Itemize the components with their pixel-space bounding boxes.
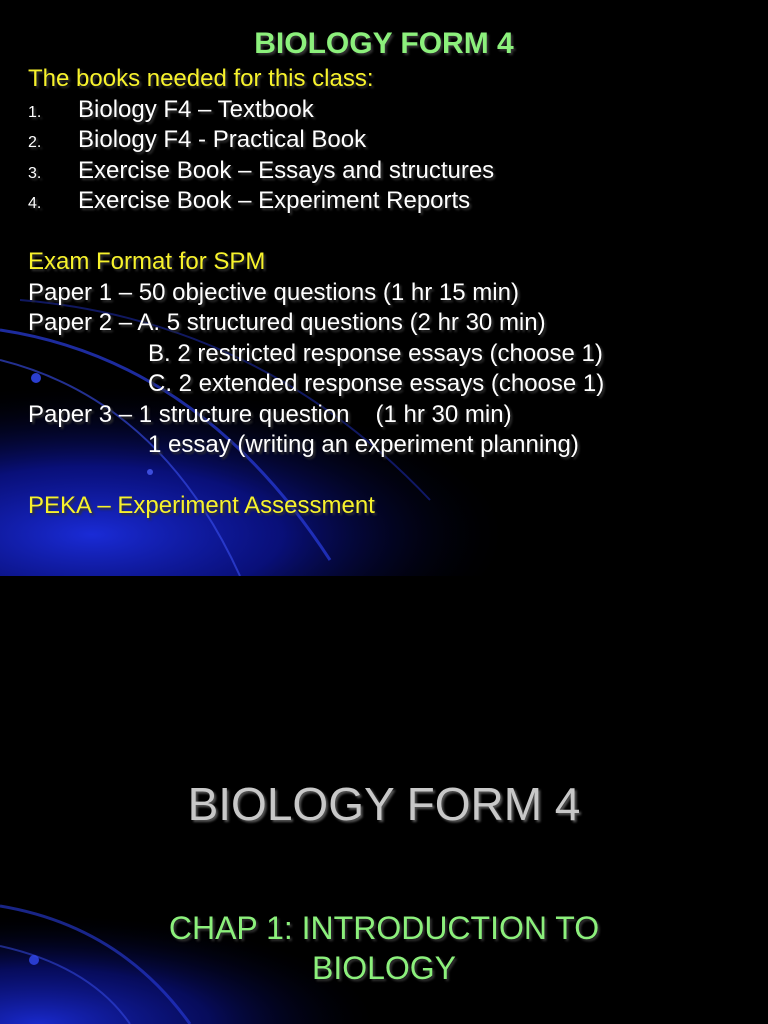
book-item — [28, 156, 758, 187]
slide-2-subtitle — [0, 908, 768, 988]
subtitle-line-1: CHAP 1: INTRODUCTION TO — [168, 910, 600, 946]
peka-line: PEKA – Experiment Assessment — [28, 492, 375, 519]
slide-1-content — [28, 64, 758, 522]
slide-2 — [0, 576, 768, 1024]
slide-2-title: BIOLOGY FORM 4 — [187, 778, 581, 830]
slide-1-title: BIOLOGY FORM 4 — [254, 27, 514, 60]
book-item — [28, 125, 758, 156]
exam-heading: Exam Format for SPM — [28, 248, 266, 275]
paper-2-line-a: Paper 2 – A. 5 structured questions (2 hr 30 min) — [28, 309, 546, 336]
book-item — [28, 186, 758, 217]
book-item — [28, 95, 758, 126]
spacer — [28, 217, 758, 248]
book-number: 4. — [28, 195, 42, 212]
book-text: Biology F4 - Practical Book — [78, 126, 367, 153]
books-heading: The books needed for this class: — [28, 65, 374, 92]
paper-1-line: Paper 1 – 50 objective questions (1 hr 15 min) — [28, 278, 519, 306]
subtitle-line-2: BIOLOGY — [311, 950, 457, 986]
book-text: Biology F4 – Textbook — [78, 95, 314, 123]
book-text: Exercise Book – Essays and structures — [78, 156, 495, 184]
book-number: 2. — [28, 134, 42, 151]
paper-3-time: (1 hr 30 min) — [375, 400, 512, 428]
spacer — [28, 461, 758, 492]
paper-3-description: Paper 3 – 1 structure question — [28, 400, 350, 428]
book-number: 1. — [28, 103, 42, 121]
paper-3-line-a — [28, 400, 758, 431]
paper-2-line-c: C. 2 extended response essays (choose 1) — [148, 370, 605, 397]
book-text: Exercise Book – Experiment Reports — [78, 187, 471, 214]
paper-2-line-b: B. 2 restricted response essays (choose 1) — [148, 339, 603, 367]
book-number: 3. — [28, 164, 42, 182]
paper-3-line-b: 1 essay (writing an experiment planning) — [148, 431, 579, 458]
